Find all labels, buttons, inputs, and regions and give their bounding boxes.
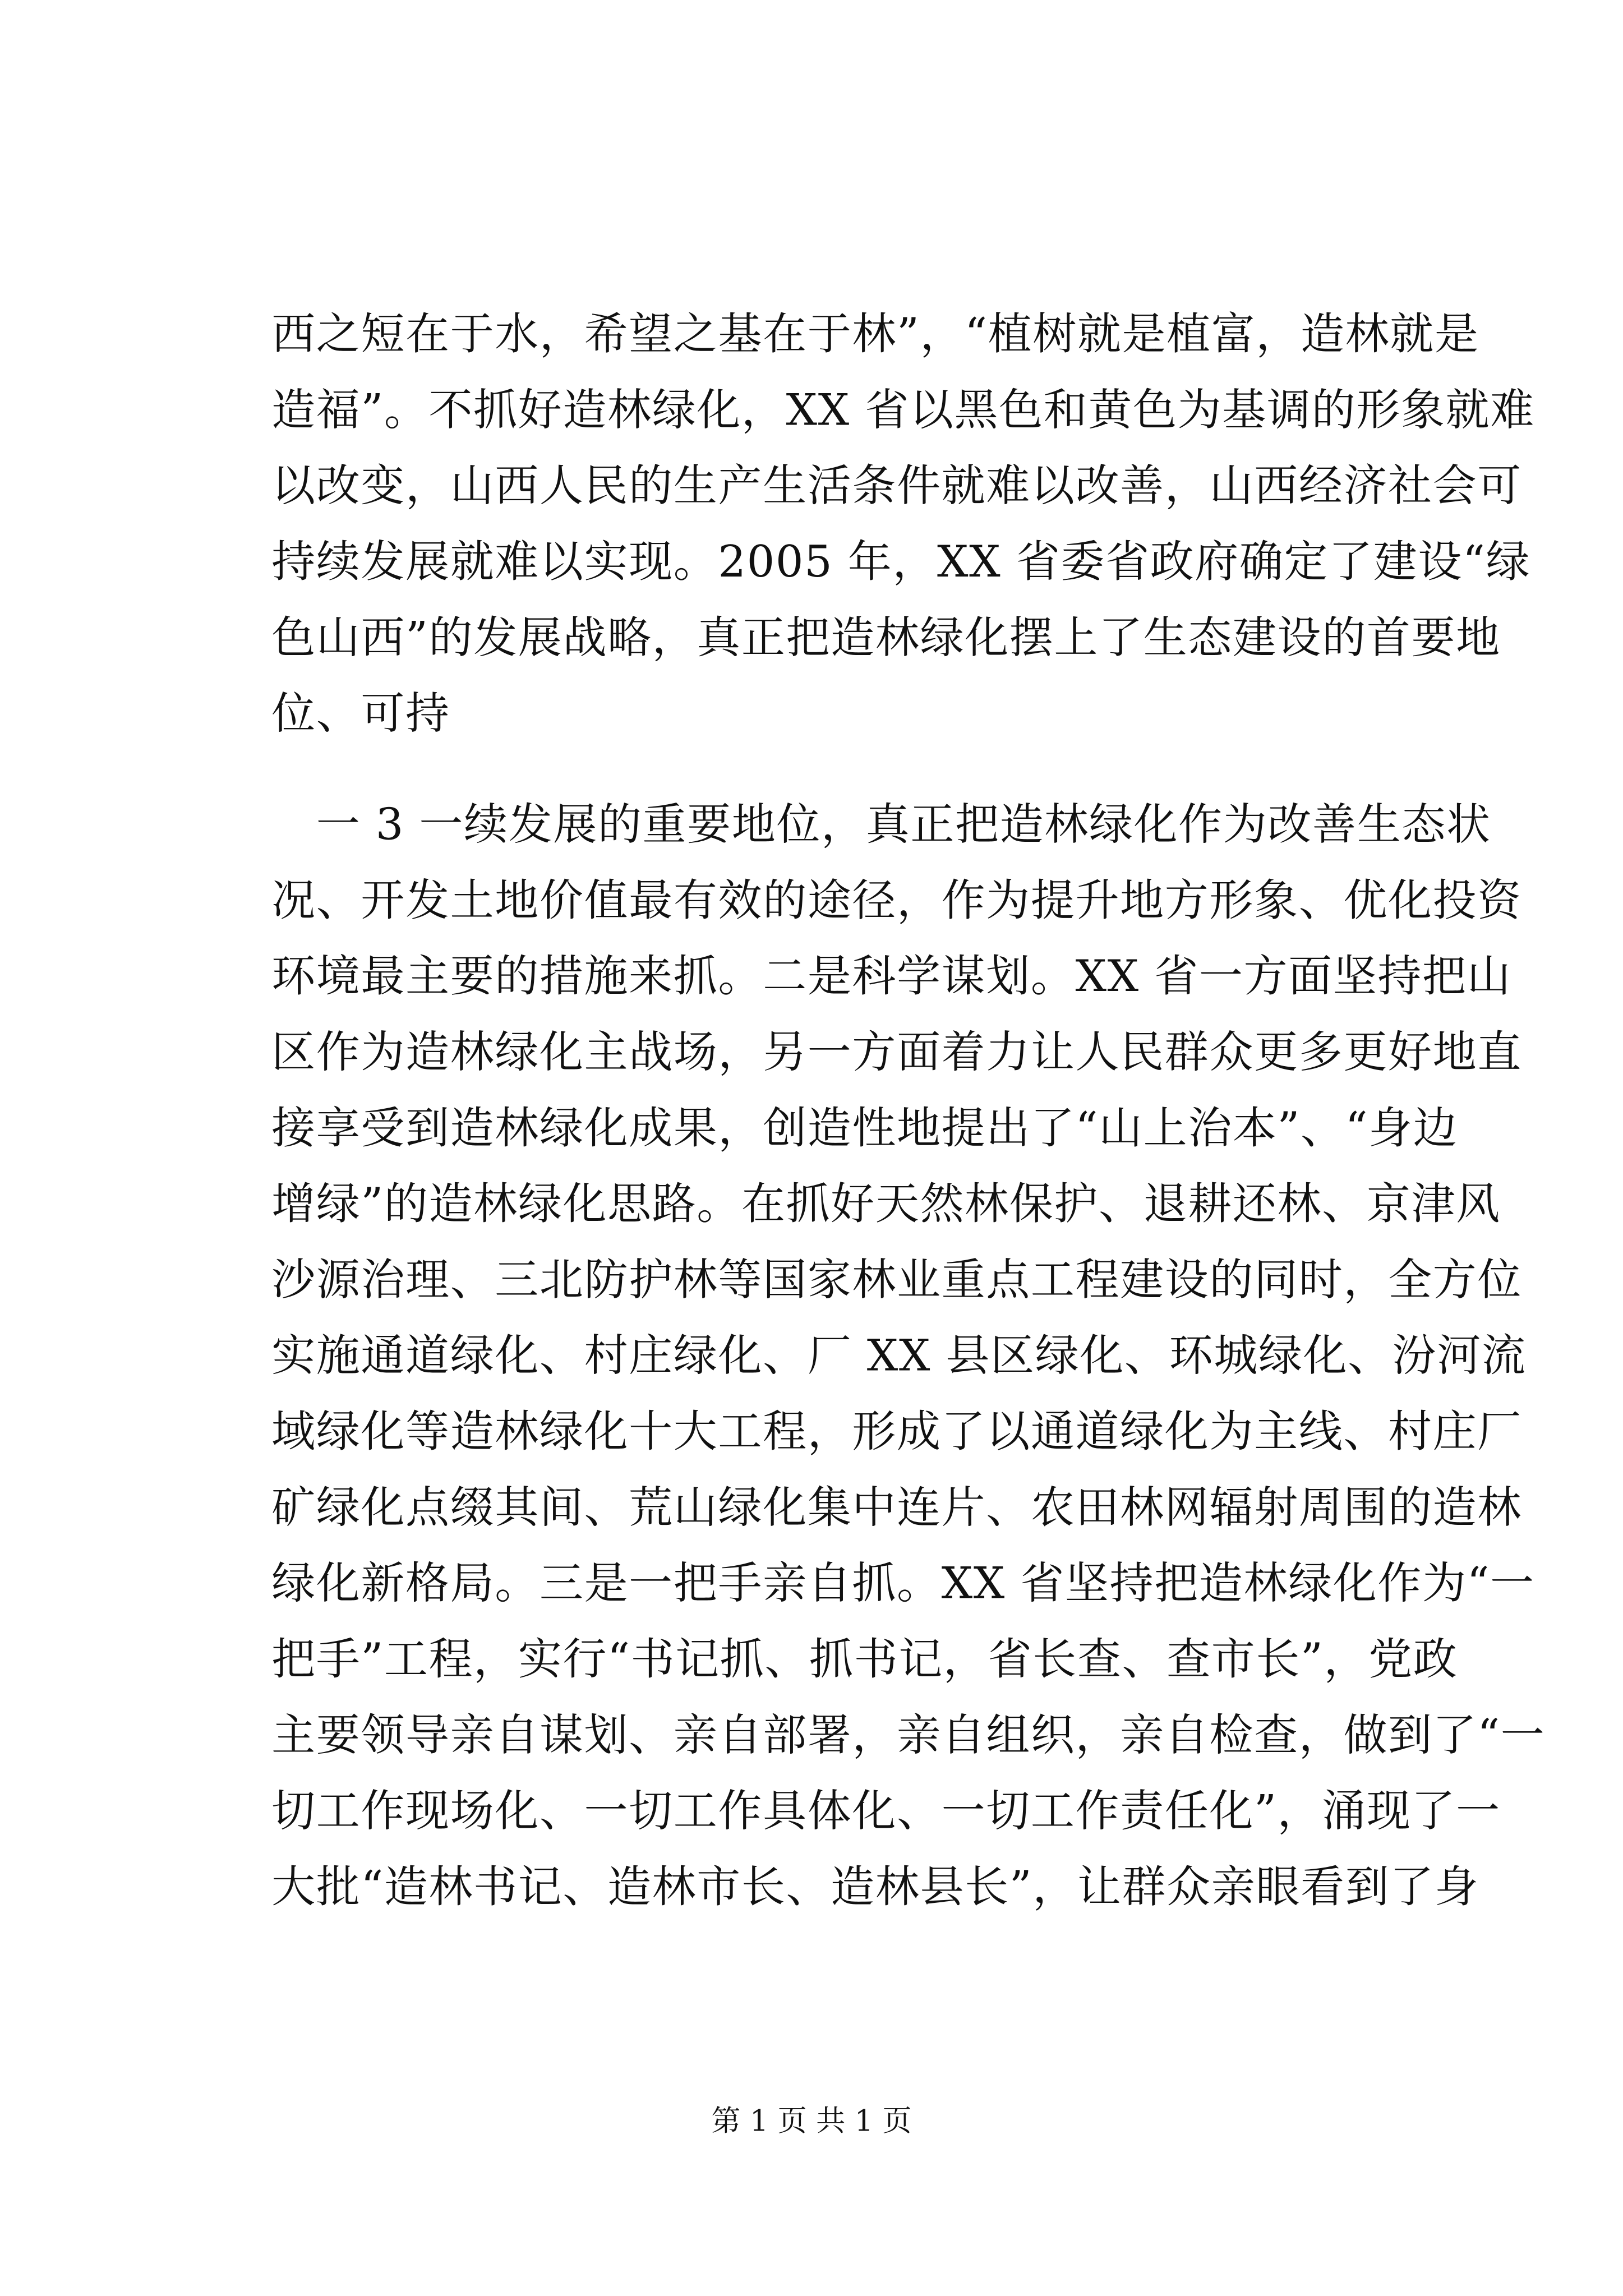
text-line: 把手”工程，实行“书记抓、抓书记，省长查、查市长”，党政 bbox=[271, 1634, 1458, 1686]
text-line: 持续发展就难以实现。2005 年，XX 省委省政府确定了建设“绿 bbox=[271, 537, 1531, 588]
text-line: 环境最主要的措施来抓。二是科学谋划。XX 省一方面坚持把山 bbox=[271, 951, 1512, 1003]
page-number-footer: 第 1 页 共 1 页 bbox=[711, 2103, 912, 2138]
text-line: 切工作现场化、一切工作具体化、一切工作责任化”，涌现了一 bbox=[271, 1786, 1501, 1838]
text-line: 况、开发土地价值最有效的途径，作为提升地方形象、优化投资 bbox=[271, 875, 1522, 927]
text-line: 色山西”的发展战略，真正把造林绿化摆上了生态建设的首要地 bbox=[271, 613, 1501, 665]
text-line: 绿化新格局。三是一把手亲自抓。XX 省坚持把造林绿化作为“一 bbox=[271, 1559, 1535, 1610]
text-line: 矿绿化点缀其间、荒山绿化集中连片、农田林网辐射周围的造林 bbox=[271, 1483, 1522, 1534]
text-line: 以改变，山西人民的生产生活条件就难以改善，山西经济社会可 bbox=[271, 461, 1522, 513]
text-line: 接享受到造林绿化成果，创造性地提出了“山上治本”、“身边 bbox=[271, 1103, 1458, 1155]
text-line: 沙源治理、三北防护林等国家林业重点工程建设的同时，全方位 bbox=[271, 1255, 1522, 1307]
text-line: 主要领导亲自谋划、亲自部署，亲自组织，亲自检查，做到了“一 bbox=[271, 1711, 1546, 1762]
text-line: 位、可持 bbox=[271, 689, 450, 740]
text-line: 区作为造林绿化主战场，另一方面着力让人民群众更多更好地直 bbox=[271, 1027, 1522, 1079]
text-line: 实施通道绿化、村庄绿化、厂 XX 县区绿化、环城绿化、汾河流 bbox=[271, 1331, 1527, 1382]
text-line: 造福”。不抓好造林绿化，XX 省以黑色和黄色为基调的形象就难 bbox=[271, 385, 1535, 437]
text-line: 增绿”的造林绿化思路。在抓好天然林保护、退耕还林、京津风 bbox=[271, 1179, 1501, 1230]
text-line: 西之短在于水，希望之基在于林”，“植树就是植富，造林就是 bbox=[271, 309, 1479, 361]
text-line: 域绿化等造林绿化十大工程，形成了以通道绿化为主线、村庄厂 bbox=[271, 1407, 1522, 1458]
text-line: 一 3 一续发展的重要地位，真正把造林绿化作为改善生态状 bbox=[271, 800, 1491, 851]
text-line: 大批“造林书记、造林市长、造林县长”，让群众亲眼看到了身 bbox=[271, 1862, 1479, 1914]
